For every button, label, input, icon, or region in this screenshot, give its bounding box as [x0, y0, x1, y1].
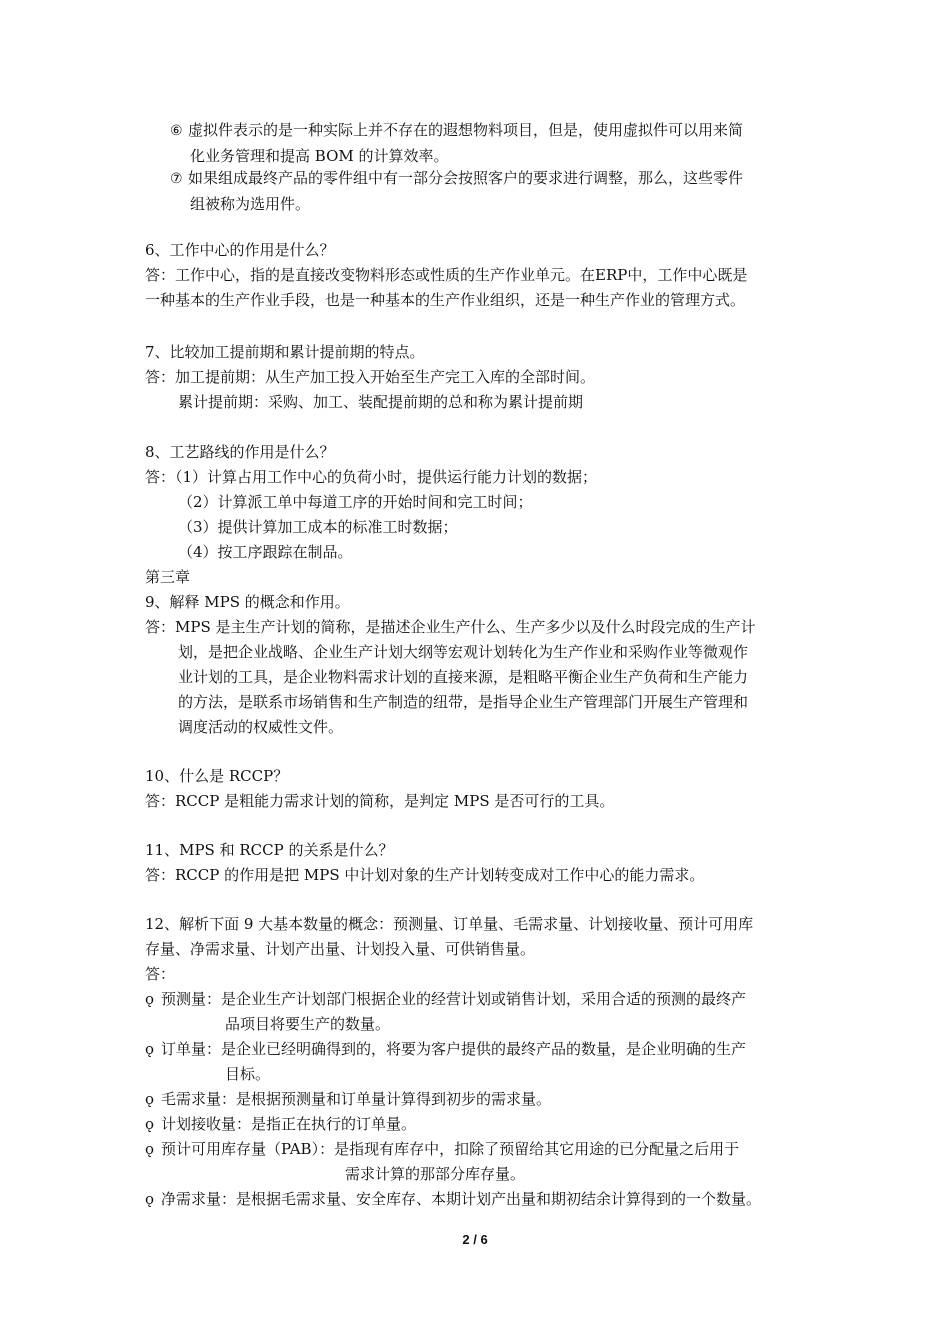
point-text-continued: 化业务管理和提高 BOM 的计算效率。: [190, 147, 449, 165]
page-separator: /: [473, 1232, 477, 1247]
answer-line: 的方法，是联系市场销售和生产制造的纽带，是指导企业生产管理部门开展生产管理和: [178, 693, 749, 711]
concept-item: [145, 1137, 810, 1187]
chapter-heading: 第三章: [145, 568, 191, 586]
concept-text: 是根据预测量和订单量计算得到初步的需求量。: [236, 1090, 552, 1108]
point-item: [170, 166, 810, 217]
question-title: 10、什么是 RCCP？: [145, 767, 289, 785]
answer-line: 答：MPS 是主生产计划的简称，是描述企业生产什么、生产多少以及什么时段完成的生产计: [145, 618, 756, 636]
concept-item: [145, 1037, 810, 1087]
answer-line: 划，是把企业战略、企业生产计划大纲等宏观计划转化为生产作业和采购作业等微观作: [178, 643, 749, 661]
concept-text: 是企业生产计划部门根据企业的经营计划或销售计划，采用合适的预测的最终产: [221, 990, 747, 1008]
answer-line: 答：（1）计算占用工作中心的负荷小时，提供运行能力计划的数据；: [145, 468, 598, 486]
bullet-icon: ǫ: [145, 1140, 155, 1158]
question-title-continued: 存量、净需求量、计划产出量、计划投入量、可供销售量。: [145, 940, 536, 958]
answer-line: 答：工作中心，指的是直接改变物料形态或性质的生产作业单元。在ERP中，工作中心既是: [145, 266, 748, 284]
question-12: [145, 912, 810, 1212]
bullet-icon: ǫ: [145, 1040, 155, 1058]
answer-line: 业计划的工具，是企业物料需求计划的直接来源，是粗略平衡企业生产负荷和生产能力: [178, 668, 749, 686]
circled-number: ⑥: [170, 123, 183, 139]
question-title: 7、比较加工提前期和累计提前期的特点。: [145, 343, 425, 361]
question-title: 9、解释 MPS 的概念和作用。: [145, 593, 350, 611]
concept-text-continued: 目标。: [225, 1065, 271, 1083]
concept-text-continued: 需求计算的那部分库存量。: [345, 1165, 526, 1183]
question-title: 8、工艺路线的作用是什么？: [145, 443, 335, 461]
question-9: [145, 590, 810, 740]
answer-line: （3）提供计算加工成本的标准工时数据；: [178, 518, 458, 536]
current-page: 2: [462, 1232, 470, 1247]
question-7: [145, 340, 810, 415]
circled-number: ⑦: [170, 171, 183, 187]
answer-label: 答：: [145, 965, 176, 983]
concept-label: 毛需求量：: [161, 1090, 237, 1108]
concept-text: 是指正在执行的订单量。: [251, 1115, 417, 1133]
bullet-icon: ǫ: [145, 1190, 155, 1208]
concept-label: 预测量：: [161, 990, 222, 1008]
question-11: [145, 838, 810, 888]
bullet-icon: ǫ: [145, 1115, 155, 1133]
answer-line: 调度活动的权威性文件。: [178, 718, 344, 736]
question-title: 11、MPS 和 RCCP 的关系是什么？: [145, 841, 394, 859]
point-text: 虚拟件表示的是一种实际上并不存在的遐想物料项目，但是，使用虚拟件可以用来简: [188, 121, 744, 139]
concept-item: [145, 1112, 810, 1137]
answer-line: （4）按工序跟踪在制品。: [178, 543, 353, 561]
concept-text: 是企业已经明确得到的，将要为客户提供的最终产品的数量，是企业明确的生产: [221, 1040, 747, 1058]
point-text-continued: 组被称为选用件。: [190, 195, 311, 213]
page-number: [0, 1232, 950, 1247]
total-pages: 6: [480, 1232, 488, 1247]
point-item: [170, 118, 810, 169]
answer-line: 答：RCCP 的作用是把 MPS 中计划对象的生产计划转变成对工作中心的能力需求。: [145, 866, 705, 884]
concept-label: 计划接收量：: [161, 1115, 252, 1133]
concept-item: [145, 987, 810, 1037]
question-8: [145, 440, 810, 590]
answer-line: 答：RCCP 是粗能力需求计划的简称，是判定 MPS 是否可行的工具。: [145, 792, 615, 810]
concept-label: 预计可用库存量（PAB）：: [161, 1140, 335, 1158]
question-10: [145, 764, 810, 814]
question-title: 6、工作中心的作用是什么？: [145, 241, 335, 259]
answer-line: 答：加工提前期：从生产加工投入开始至生产完工入库的全部时间。: [145, 368, 596, 386]
answer-line: 一种基本的生产作业手段，也是一种基本的生产作业组织，还是一种生产作业的管理方式。: [145, 291, 746, 309]
concept-text-continued: 品项目将要生产的数量。: [225, 1015, 391, 1033]
bullet-icon: ǫ: [145, 990, 155, 1008]
concept-item: [145, 1087, 810, 1112]
concept-item: [145, 1187, 810, 1212]
concept-label: 净需求量：: [161, 1190, 237, 1208]
point-text: 如果组成最终产品的零件组中有一部分会按照客户的要求进行调整，那么，这些零件: [188, 169, 744, 187]
concept-text: 是根据毛需求量、安全库存、本期计划产出量和期初结余计算得到的一个数量。: [236, 1190, 762, 1208]
answer-line: （2）计算派工单中每道工序的开始时间和完工时间；: [178, 493, 533, 511]
question-title: 12、解析下面 9 大基本数量的概念：预测量、订单量、毛需求量、计划接收量、预计可用库: [145, 915, 754, 933]
bullet-icon: ǫ: [145, 1090, 155, 1108]
question-6: [145, 238, 810, 313]
answer-line: 累计提前期：采购、加工、装配提前期的总和称为累计提前期: [178, 393, 584, 411]
concept-text: 是指现有库存中，扣除了预留给其它用途的已分配量之后用于: [334, 1140, 740, 1158]
concept-label: 订单量：: [161, 1040, 222, 1058]
